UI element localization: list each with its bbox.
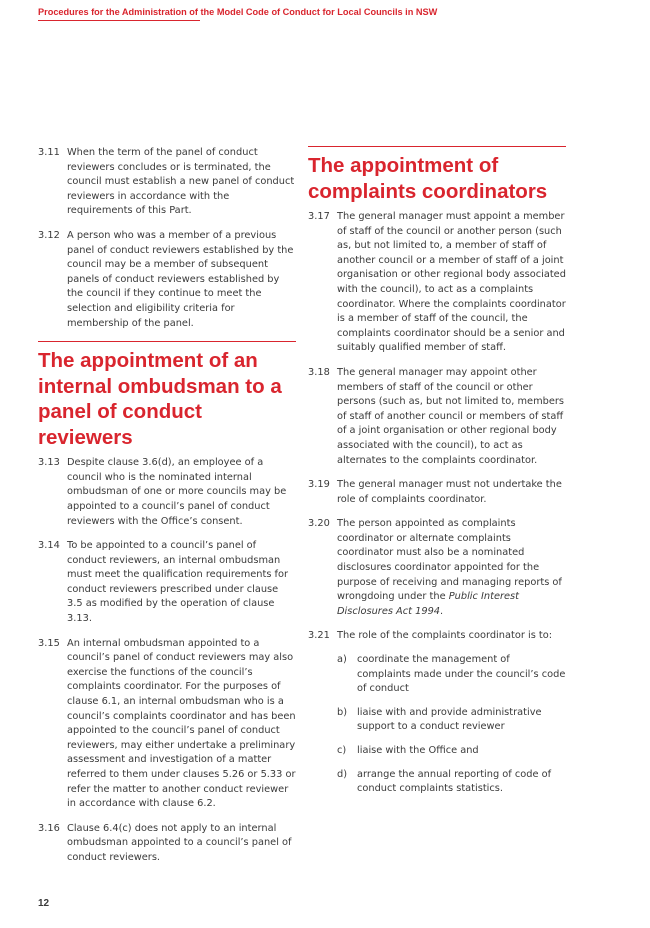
clause-text: Despite clause 3.6(d), an employee of a council who is the nominated internal ombudsman of one or more councils may be appointed to a council’s panel of conduct reviewers with the Office’s consent. [67, 457, 287, 527]
clause-text: When the term of the panel of conduct reviewers concludes or is terminated, the council must establish a new panel of conduct reviewers in accordance with the requirements of this Part. [67, 147, 295, 217]
sub-clause-a [337, 653, 566, 697]
sub-clause-c [337, 744, 566, 759]
sub-clause-label: d) [337, 768, 348, 780]
clause-number: 3.12 [38, 229, 60, 241]
sub-clause-b [337, 706, 566, 735]
right-column [308, 146, 566, 807]
clause-intro: The role of the complaints coordinator is to: [337, 630, 553, 642]
clause-3-11 [38, 146, 296, 219]
clause-text: The general manager must not undertake the role of complaints coordinator. [337, 479, 562, 505]
sub-clause-text: arrange the annual reporting of code of conduct complaints statistics. [357, 768, 552, 795]
clause-number: 3.14 [38, 540, 60, 552]
clause-3-21 [308, 629, 566, 796]
clause-number: 3.15 [38, 637, 60, 649]
clause-text: Clause 6.4(c) does not apply to an internal ombudsman appointed to a council’s panel of conduct reviewers. [67, 822, 292, 863]
section-divider [38, 341, 296, 342]
clause-3-19 [308, 478, 566, 507]
section-heading-internal-ombudsman: The appointment of an internal ombudsman to a panel of conduct reviewers [38, 349, 282, 449]
header-divider [38, 20, 200, 21]
clause-3-16 [38, 822, 296, 866]
clause-text [337, 517, 566, 619]
clause-number: 3.20 [308, 518, 330, 530]
clause-3-17 [308, 210, 566, 356]
clause-text-part: The person appointed as complaints coordinator or alternate complaints coordinator must also be a nominated disclosures coordinator appointed for the purpose of receiving and managing reports of wrongdoing under the [337, 518, 562, 603]
clause-number: 3.17 [308, 211, 330, 222]
clause-number: 3.21 [308, 630, 330, 642]
clause-3-14 [38, 539, 296, 627]
clause-text-end: . [440, 605, 444, 617]
clause-text [337, 629, 566, 796]
sub-clause-text: liaise with and provide administrative support to a conduct reviewer [357, 706, 542, 733]
sub-clause-label: c) [337, 745, 347, 756]
clause-text: A person who was a member of a previous panel of conduct reviewers established by the council may be a member of subsequent panels of conduct reviewers established by the council if they continue to meet the selection and eligibility criteria for membership of the panel. [67, 229, 294, 329]
sub-clause-label: a) [337, 654, 347, 666]
sub-clause-text: liaise with the Office and [357, 745, 479, 756]
section-divider [308, 146, 566, 147]
clause-number: 3.19 [308, 479, 330, 491]
clause-number: 3.18 [308, 366, 330, 378]
act-title: Public Interest Disclosures Act 1994 [337, 591, 519, 617]
clause-3-18 [308, 366, 566, 468]
clause-3-15 [38, 637, 296, 812]
clause-text: The general manager may appoint other members of staff of the council or other persons (such as, but not limited to, members of staff of another council or members of staff of a joint organisation or other regional body associated with the council), to act as alternates to the complaints coordinator. [337, 366, 564, 466]
sub-clause-d [337, 768, 566, 797]
sub-clause-label: b) [337, 706, 348, 718]
sub-clause-list [337, 653, 566, 797]
page-number: 12 [38, 898, 50, 909]
clause-text: An internal ombudsman appointed to a council’s panel of conduct reviewers may also exercise the functions of the council’s complaints coordinator. For the purposes of clause 6.1, an internal ombudsman who is a council’s complaints coordinator and has been appointed to the council’s panel of conduct reviewers, may either undertake a preliminary assessment and investigation of a matter referred to them under clauses 5.26 or 5.33 or refer the matter to another conduct reviewer in accordance with clause 6.2. [67, 637, 296, 810]
clause-number: 3.13 [38, 457, 60, 469]
clause-number: 3.11 [38, 147, 60, 158]
left-column [38, 146, 296, 876]
clause-text: To be appointed to a council’s panel of conduct reviewers, an internal ombudsman must meet the qualification requirements for conduct reviewers prescribed under clause 3.5 as modified by the operation of clause 3.13. [67, 540, 289, 625]
document-title: Procedures for the Administration of the Model Code of Conduct for Local Councils in NSW [38, 7, 438, 17]
clause-3-20 [308, 517, 566, 619]
section-heading-complaints-coordinators: The appointment of complaints coordinators [308, 154, 548, 203]
clause-3-12 [38, 229, 296, 331]
clause-number: 3.16 [38, 822, 60, 834]
clause-text: The general manager must appoint a member of staff of the council or another person (such as, but not limited to, a member of staff of another council or a member of staff of a joint organisation or other regional body associated with the council), to act as a complaints coordinator. Where the complaints coordinator is a member of staff of the council, the complaints coordinator should be a senior and suitably qualified member of staff. [337, 211, 566, 354]
sub-clause-text: coordinate the management of complaints made under the council’s code of conduct [357, 654, 566, 695]
clause-3-13 [38, 456, 296, 529]
